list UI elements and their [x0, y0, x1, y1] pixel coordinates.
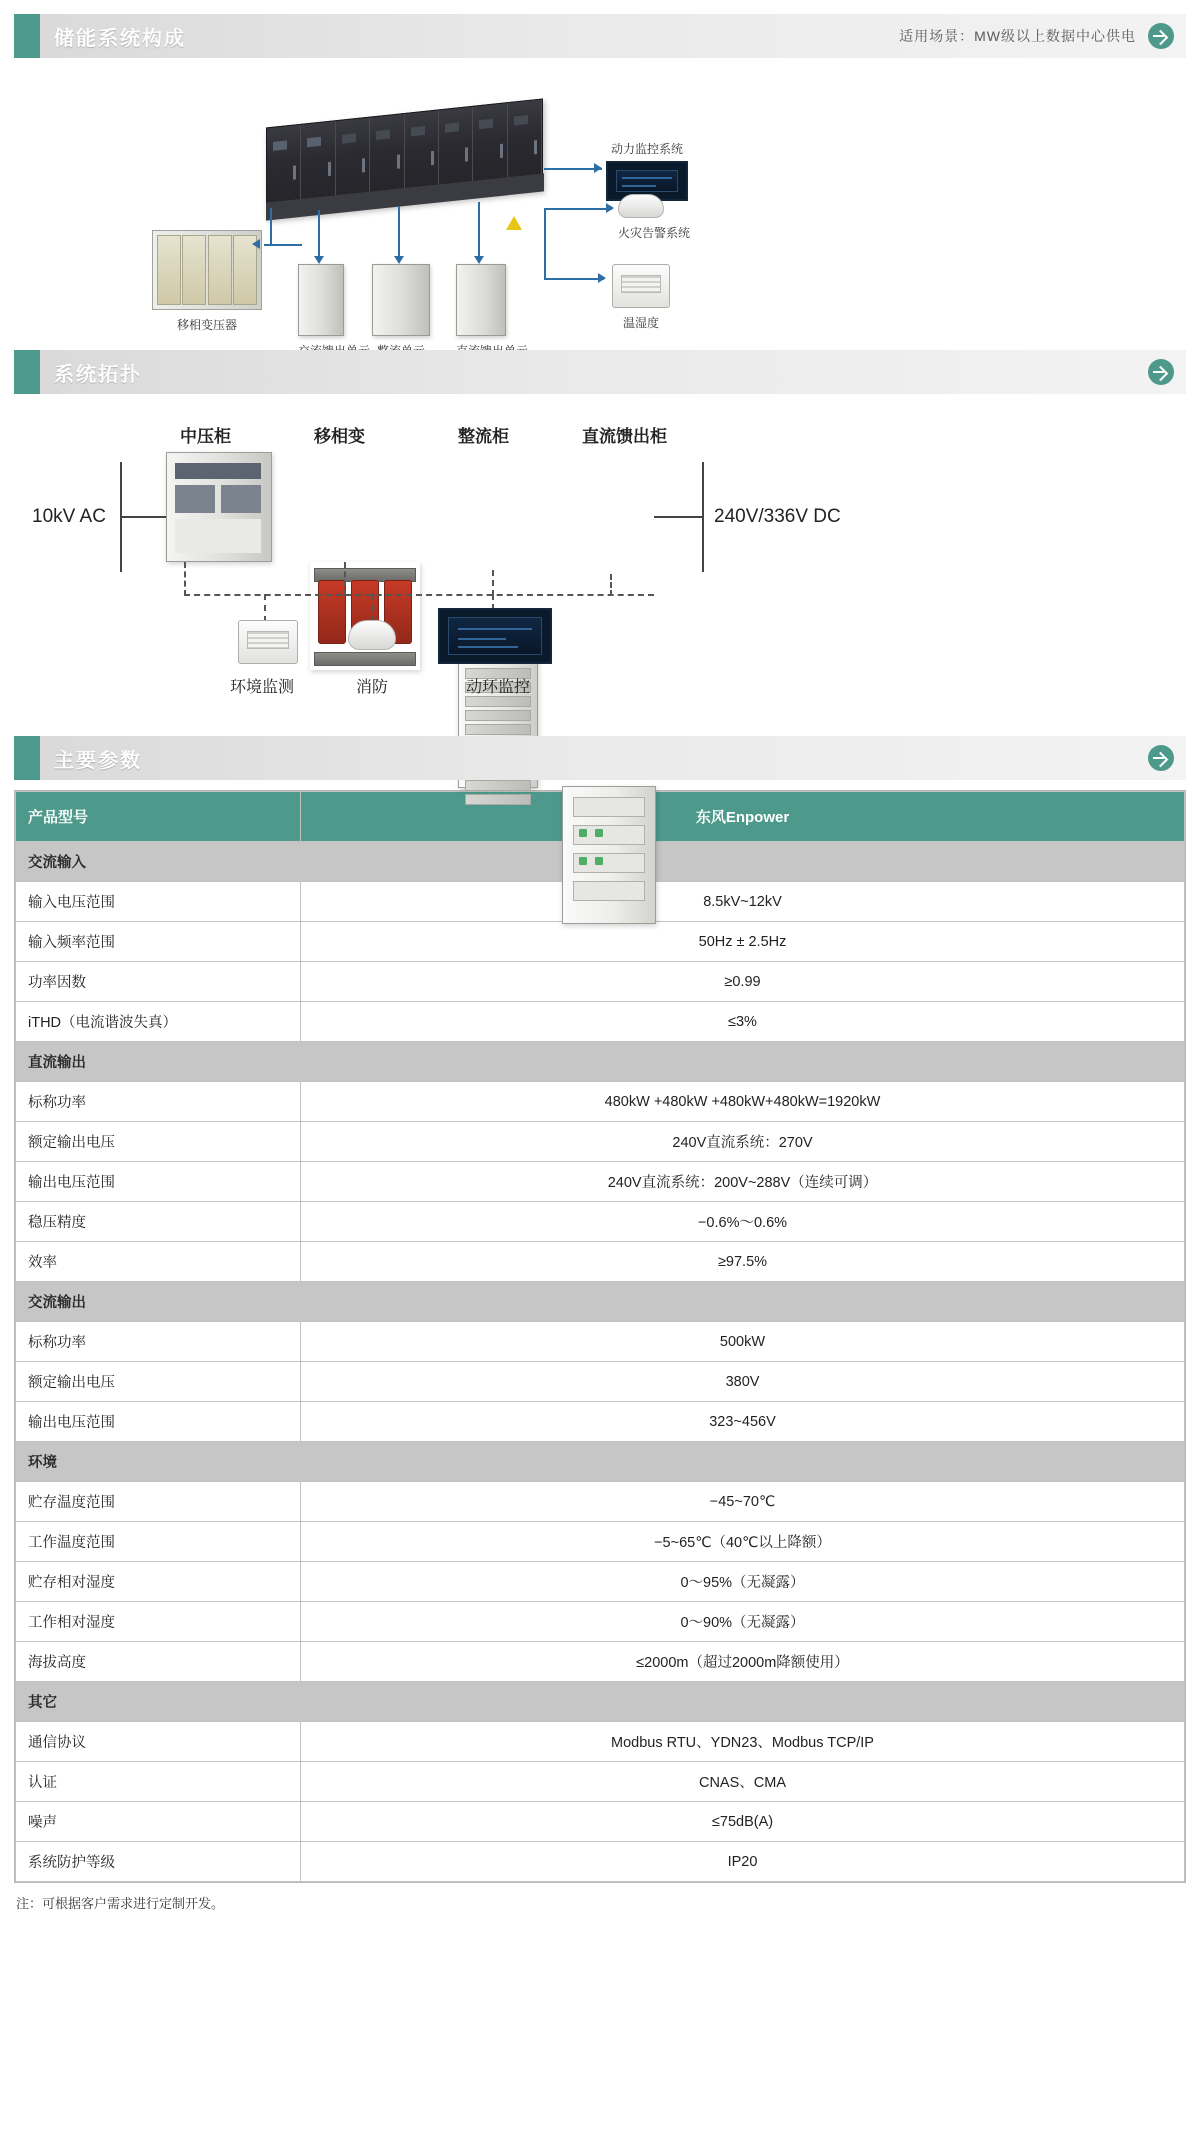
- comm-drop-dashed: [344, 562, 346, 596]
- table-cell-value: 8.5kV~12kV: [301, 882, 1185, 922]
- table-cell-value: −45~70℃: [301, 1482, 1185, 1522]
- table-row: [16, 1482, 1185, 1522]
- smoke-detector-graphic: [618, 194, 664, 218]
- table-cell-value: 323~456V: [301, 1402, 1185, 1442]
- connector-line: [270, 208, 272, 246]
- table-group-row: [16, 1282, 1185, 1322]
- section-title-composition: 储能系统构成: [54, 27, 186, 50]
- table-row: [16, 1602, 1185, 1642]
- table-cell-key: 贮存温度范围: [16, 1482, 301, 1522]
- table-cell-key: 功率因数: [16, 962, 301, 1002]
- comm-bus-dashed: [184, 594, 654, 596]
- table-cell-value: ≤75dB(A): [301, 1802, 1185, 1842]
- table-group-label: 其它: [16, 1682, 1185, 1722]
- table-row: [16, 922, 1185, 962]
- table-cell-value: 500kW: [301, 1322, 1185, 1362]
- dc-feed-graphic: [456, 264, 506, 336]
- connector-line: [544, 208, 612, 210]
- table-cell-value: ≤3%: [301, 1002, 1185, 1042]
- device-fire-protection: [348, 620, 396, 650]
- connector-arrow: [394, 256, 404, 264]
- device-label: 动力监控系统: [610, 142, 683, 156]
- table-header-key: 产品型号: [16, 792, 301, 842]
- connector-arrow: [474, 256, 484, 264]
- table-row: [16, 1002, 1185, 1042]
- table-row: [16, 1562, 1185, 1602]
- arrow-right-icon: [1148, 359, 1174, 385]
- table-cell-value: IP20: [301, 1842, 1185, 1882]
- topology-diagram: [14, 394, 1186, 724]
- section-header-params: [14, 736, 1186, 780]
- topology-label-mv-cabinet: 中压柜: [180, 427, 231, 446]
- equipment-mv-cabinet: [166, 452, 272, 562]
- temp-humidity-graphic: [612, 264, 670, 308]
- connector-arrow: [598, 273, 606, 283]
- table-cell-value: ≤2000m（超过2000m降额使用）: [301, 1642, 1185, 1682]
- table-row: [16, 1842, 1185, 1882]
- table-group-row: [16, 1442, 1185, 1482]
- connector-arrow: [252, 239, 260, 249]
- topology-label-phase-shift: 移相变: [314, 427, 365, 446]
- transformer-graphic: [152, 230, 262, 310]
- device-label: 火灾告警系统: [618, 226, 691, 240]
- table-group-label: 直流输出: [16, 1042, 1185, 1082]
- warning-icon: [506, 216, 522, 230]
- topology-label-rectifier: 整流柜: [458, 427, 509, 446]
- topology-bottom-label-fire: 消防: [356, 679, 389, 696]
- table-row: [16, 1522, 1185, 1562]
- comm-drop-dashed: [264, 594, 266, 622]
- device-temp-humidity: [612, 264, 670, 331]
- table-row: [16, 1162, 1185, 1202]
- table-cell-key: 工作温度范围: [16, 1522, 301, 1562]
- connector-arrow: [606, 203, 614, 213]
- section-title-params: 主要参数: [54, 749, 142, 772]
- table-group-label: 环境: [16, 1442, 1185, 1482]
- table-cell-key: 输出电压范围: [16, 1162, 301, 1202]
- table-cell-key: 通信协议: [16, 1722, 301, 1762]
- table-group-row: [16, 1042, 1185, 1082]
- device-fire-alarm: [618, 194, 690, 241]
- table-cell-value: CNAS、CMA: [301, 1762, 1185, 1802]
- accent-bar: [14, 736, 40, 780]
- table-cell-value: 240V直流系统：270V: [301, 1122, 1185, 1162]
- table-cell-key: 工作相对湿度: [16, 1602, 301, 1642]
- table-cell-value: 240V直流系统：200V~288V（连续可调）: [301, 1162, 1185, 1202]
- connector-arrow: [314, 256, 324, 264]
- table-cell-value: Modbus RTU、YDN23、Modbus TCP/IP: [301, 1722, 1185, 1762]
- table-cell-key: 输入频率范围: [16, 922, 301, 962]
- arrow-right-icon: [1148, 23, 1174, 49]
- device-ac-feed-unit: [298, 264, 370, 359]
- topology-label-dc-feed: 直流馈出柜: [582, 427, 667, 446]
- equipment-phase-shift-transformer: [310, 562, 420, 670]
- spec-table-wrapper: [14, 790, 1186, 1883]
- table-header-value: 东风Enpower: [301, 792, 1185, 842]
- table-cell-key: 标称功率: [16, 1082, 301, 1122]
- table-group-row: [16, 1682, 1185, 1722]
- table-cell-key: 噪声: [16, 1802, 301, 1842]
- device-label: 移相变压器: [176, 318, 237, 332]
- table-group-label: 交流输入: [16, 842, 1185, 882]
- device-dc-feed-unit: [456, 264, 528, 359]
- section-header-composition: [14, 14, 1186, 58]
- table-cell-key: 输入电压范围: [16, 882, 301, 922]
- table-row: [16, 1202, 1185, 1242]
- device-dcim-monitor: [438, 608, 552, 664]
- composition-diagram: [14, 58, 1186, 338]
- table-cell-key: 标称功率: [16, 1322, 301, 1362]
- bus-line-left: [120, 516, 166, 518]
- table-cell-value: ≥0.99: [301, 962, 1185, 1002]
- connector-line: [544, 278, 604, 280]
- table-cell-value: −5~65℃（40℃以上降额）: [301, 1522, 1185, 1562]
- table-cell-key: 认证: [16, 1762, 301, 1802]
- topology-output-label: 240V/336V DC: [714, 506, 841, 527]
- device-label: 温湿度: [622, 316, 659, 330]
- bus-line-right: [654, 516, 702, 518]
- table-note: 注：可根据客户需求进行定制开发。: [16, 1896, 225, 1911]
- section-subtitle-scenario: 适用场景：MW级以上数据中心供电: [899, 28, 1136, 44]
- table-cell-key: 系统防护等级: [16, 1842, 301, 1882]
- comm-drop-dashed: [372, 594, 374, 622]
- connector-line: [318, 210, 320, 262]
- device-rectifier-unit: [372, 264, 430, 359]
- table-cell-value: 0～95%（无凝露）: [301, 1562, 1185, 1602]
- table-cell-key: 额定输出电压: [16, 1122, 301, 1162]
- comm-drop-dashed: [610, 574, 612, 596]
- bus-line-right: [702, 462, 704, 572]
- comm-drop-dashed: [492, 570, 494, 596]
- smoke-detector-graphic: [348, 620, 396, 650]
- equipment-dc-feed-cabinet: [562, 786, 656, 924]
- table-group-label: 交流输出: [16, 1282, 1185, 1322]
- monitor-screen-graphic: [438, 608, 552, 664]
- device-phase-shift-transformer: [152, 230, 262, 333]
- table-cell-key: iTHD（电流谐波失真）: [16, 1002, 301, 1042]
- table-cell-key: 效率: [16, 1242, 301, 1282]
- accent-bar: [14, 14, 40, 58]
- table-cell-value: ≥97.5%: [301, 1242, 1185, 1282]
- table-cell-value: 0～90%（无凝露）: [301, 1602, 1185, 1642]
- environment-sensor-graphic: [238, 620, 298, 664]
- table-cell-key: 海拔高度: [16, 1642, 301, 1682]
- table-cell-key: 额定输出电压: [16, 1362, 301, 1402]
- table-row: [16, 1122, 1185, 1162]
- table-row: [16, 1802, 1185, 1842]
- connector-line: [398, 206, 400, 262]
- table-cell-key: 输出电压范围: [16, 1402, 301, 1442]
- table-cell-value: 380V: [301, 1362, 1185, 1402]
- ac-feed-graphic: [298, 264, 344, 336]
- table-row: [16, 1762, 1185, 1802]
- section-header-topology: [14, 350, 1186, 394]
- table-row: [16, 1322, 1185, 1362]
- comm-drop-dashed: [184, 562, 186, 596]
- topology-bottom-label-env: 环境监测: [230, 679, 295, 696]
- accent-bar: [14, 350, 40, 394]
- connector-line: [544, 208, 546, 280]
- device-power-monitor: [606, 140, 688, 201]
- table-cell-value: 50Hz ± 2.5Hz: [301, 922, 1185, 962]
- table-cell-key: 稳压精度: [16, 1202, 301, 1242]
- connector-arrow: [594, 163, 602, 173]
- table-row: [16, 1642, 1185, 1682]
- spec-table: [15, 791, 1185, 1882]
- table-row: [16, 1362, 1185, 1402]
- device-environment-monitor: [238, 620, 298, 664]
- topology-bottom-label-dcim: 动环监控: [466, 679, 531, 696]
- table-row: [16, 1722, 1185, 1762]
- topology-input-label: 10kV AC: [32, 506, 106, 527]
- section-title-topology: 系统拓扑: [54, 363, 142, 386]
- table-cell-key: 贮存相对湿度: [16, 1562, 301, 1602]
- arrow-right-icon: [1148, 745, 1174, 771]
- connector-line: [478, 202, 480, 262]
- table-cell-value: −0.6%～0.6%: [301, 1202, 1185, 1242]
- table-cell-value: 480kW +480kW +480kW+480kW=1920kW: [301, 1082, 1185, 1122]
- rectifier-graphic: [372, 264, 430, 336]
- table-row: [16, 1402, 1185, 1442]
- table-row: [16, 1082, 1185, 1122]
- table-row: [16, 962, 1185, 1002]
- table-row: [16, 1242, 1185, 1282]
